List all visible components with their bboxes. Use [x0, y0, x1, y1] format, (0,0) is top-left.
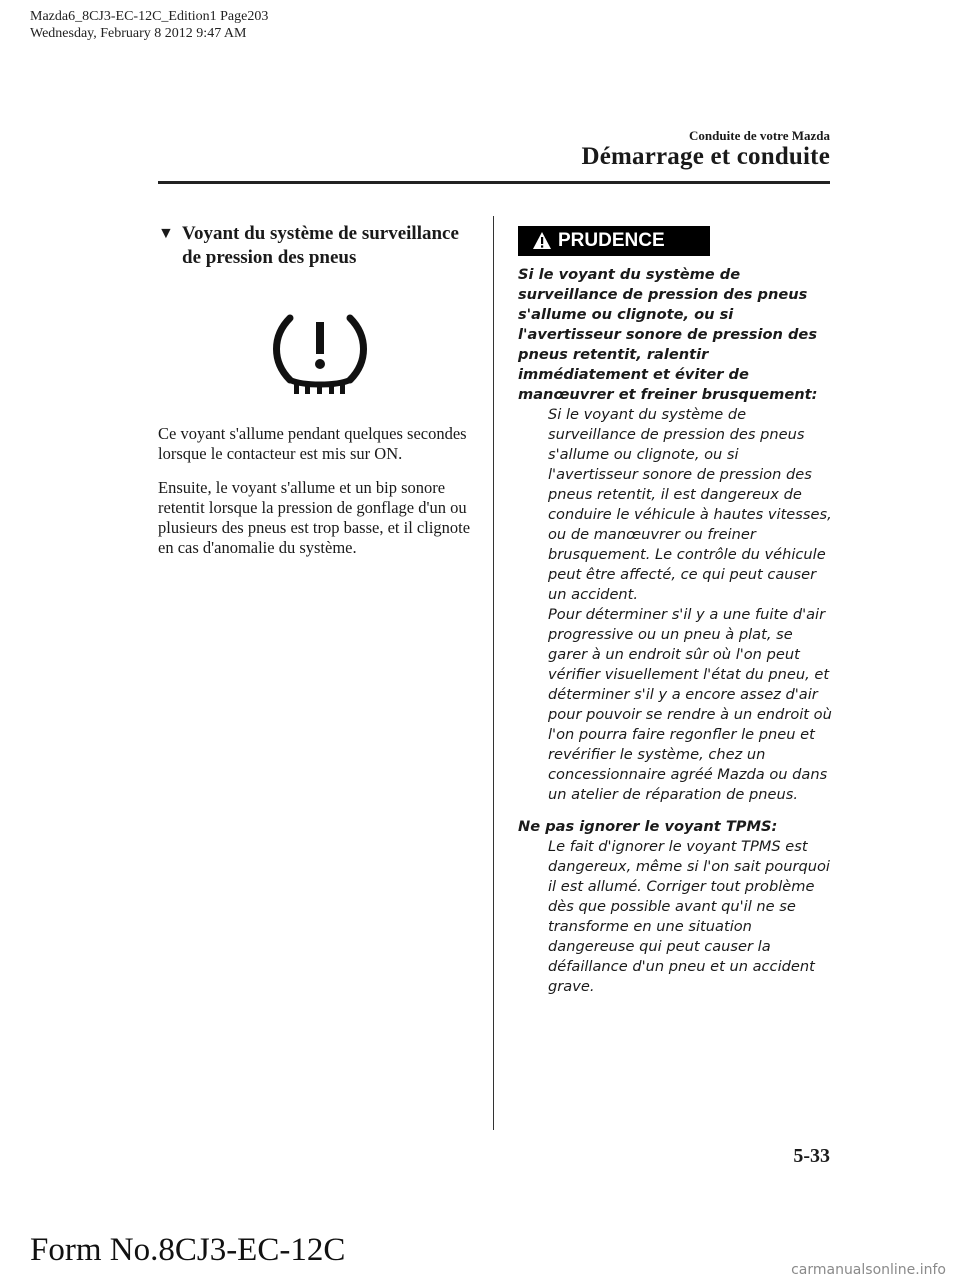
left-column	[158, 222, 478, 558]
section-heading	[158, 222, 478, 270]
chapter-title: Démarrage et conduite	[581, 143, 830, 170]
chapter-subtitle: Conduite de votre Mazda	[689, 128, 830, 143]
page-number: 5-33	[793, 1145, 830, 1167]
caution-text-1: Si le voyant du système de surveillance de pression des pneus s'allume ou clignote, ou si l'avertisseur sonore de pression des pneus retentit, il est dangereux de conduire le véhicule à hautes vitesses, ou de manœuvrer ou freiner brusquement. Le contrôle du véhicule peut être affecté, ce qui peut causer un accident.	[548, 406, 832, 603]
meta-line-2: Wednesday, February 8 2012 9:47 AM	[30, 26, 247, 41]
meta-line-1: Mazda6_8CJ3-EC-12C_Edition1 Page203	[30, 9, 269, 24]
section-heading-text: Voyant du système de surveillance de pression des pneus	[182, 223, 459, 268]
down-triangle-icon: ▼	[158, 225, 174, 242]
exclamation-triangle-icon	[532, 231, 552, 251]
caution-heading-1: Si le voyant du système de surveillance de pression des pneus s'allume ou clignote, ou si l'avertisseur sonore de pression des pneus retentit, ralentir immédiatement et éviter de manœuvrer et freiner brusquement:	[518, 266, 818, 403]
form-number: Form No.8CJ3-EC-12C	[30, 1232, 346, 1268]
print-metadata	[30, 8, 268, 42]
body-paragraph-2: Ensuite, le voyant s'allume et un bip sonore retentit lorsque la pression de gonflage d'un ou plusieurs des pneus est trop basse, et il clignote en cas d'anomalie du système.	[158, 478, 471, 557]
caution-text-2: Pour déterminer s'il y a une fuite d'air progressive ou un pneu à plat, se garer à un endroit sûr où l'on peut vérifier visuellement l'état du pneu, et déterminer s'il y a encore assez d'air pour pouvoir se rendre à un endroit où l'on pourra faire regonfler le pneu et revérifier le système, chez un concessionnaire agréé Mazda ou dans un atelier de réparation de pneus.	[548, 606, 832, 803]
header-rule	[158, 181, 830, 184]
tire-pressure-warning-icon	[268, 310, 372, 394]
watermark: carmanualsonline.info	[791, 1262, 946, 1278]
column-divider	[493, 216, 494, 1130]
caution-box	[518, 226, 833, 997]
caution-badge	[518, 226, 710, 256]
caution-badge-label: PRUDENCE	[558, 230, 665, 251]
body-paragraph-1: Ce voyant s'allume pendant quelques secondes lorsque le contacteur est mis sur ON.	[158, 424, 467, 463]
caution-heading-2: Ne pas ignorer le voyant TPMS:	[518, 818, 778, 835]
caution-text-3: Le fait d'ignorer le voyant TPMS est dangereux, même si l'on sait pourquoi il est allumé. Corriger tout problème dès que possible avant qu'il ne se transforme en une situation dangereuse qui peut causer la défaillance d'un pneu et un accident grave.	[548, 838, 830, 995]
